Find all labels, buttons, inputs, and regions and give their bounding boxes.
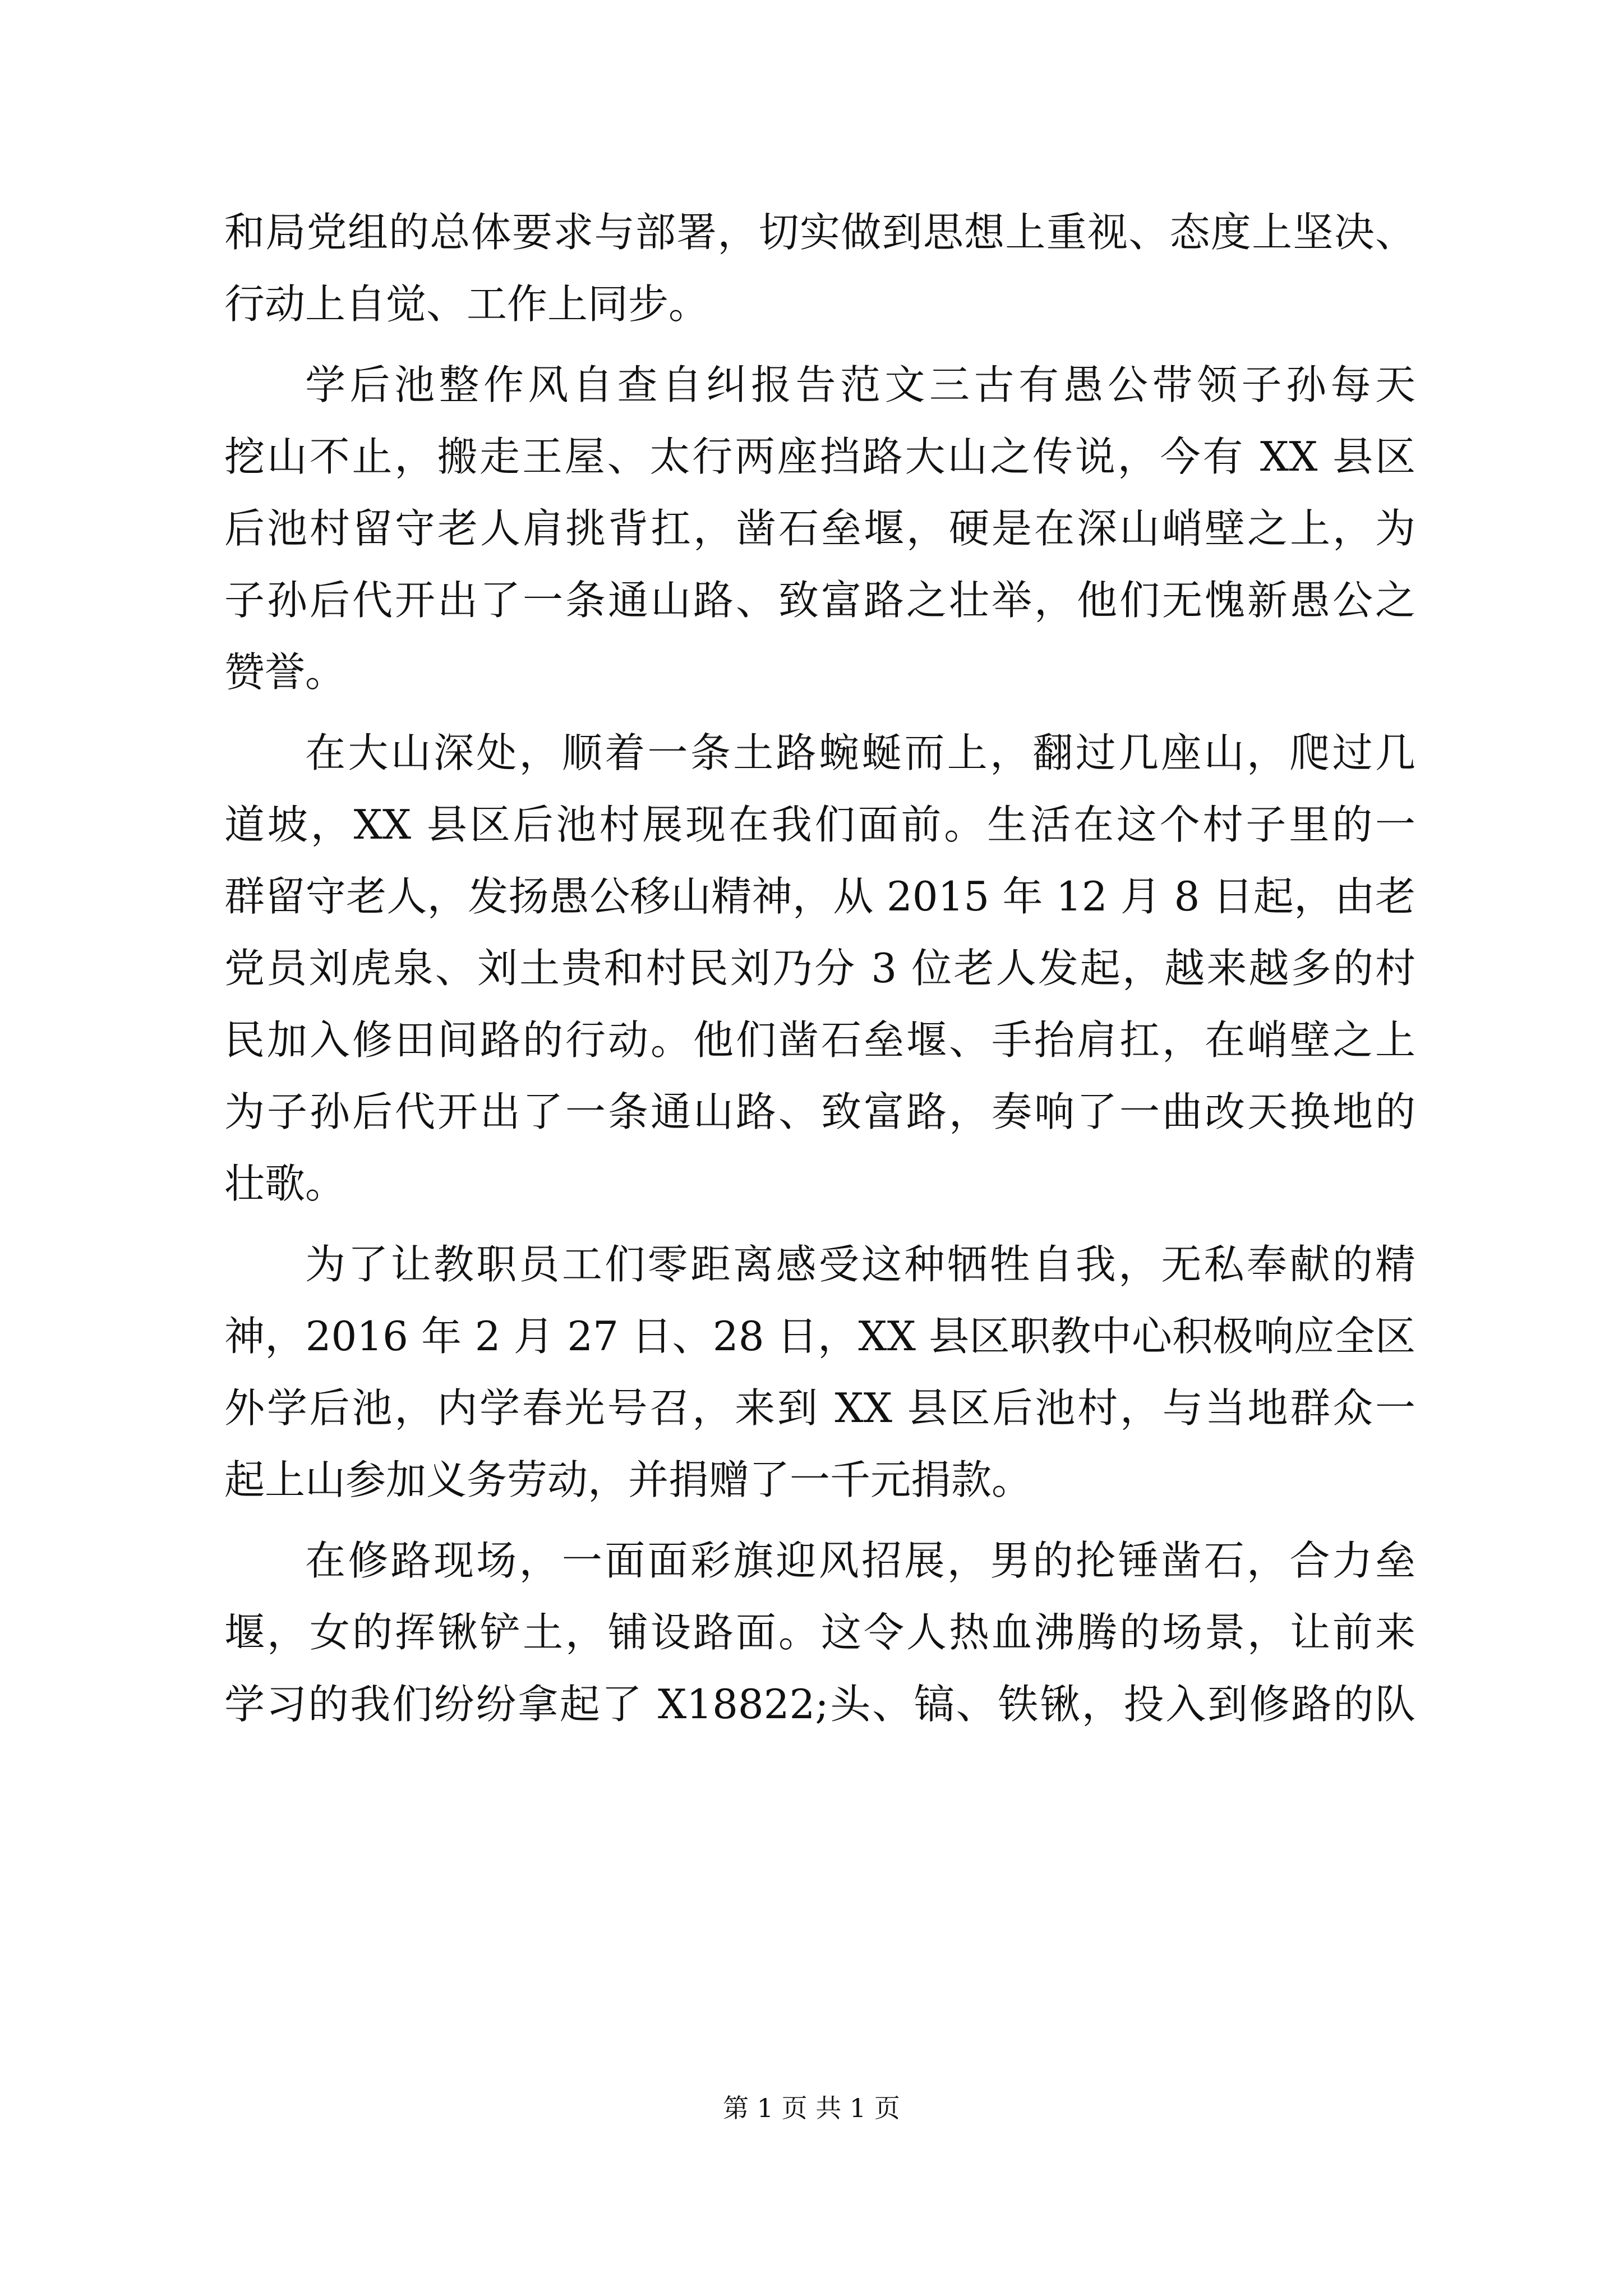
text-line: 起上山参加义务劳动，并捐赠了一千元捐款。 — [224, 1456, 1032, 1503]
text-line: 为子孙后代开出了一条通山路、致富路，奏响了一曲改天换地的 — [224, 1088, 1415, 1135]
text-line: 学习的我们纷纷拿起了 X18822;头、镐、铁锹，投入到修路的队 — [224, 1681, 1415, 1728]
text-line: 壮歌。 — [224, 1160, 346, 1207]
text-line: 和局党组的总体要求与部署，切实做到思想上重视、态度上坚决、 — [224, 209, 1415, 256]
text-line: 群留守老人，发扬愚公移山精神，从 2015 年 12 月 8 日起，由老 — [224, 873, 1415, 920]
text-line: 在修路现场，一面面彩旗迎风招展，男的抡锤凿石，合力垒 — [305, 1537, 1415, 1584]
text-line: 堰，女的挥锹铲土，铺设路面。这令人热血沸腾的场景，让前来 — [224, 1609, 1415, 1656]
text-line: 子孙后代开出了一条通山路、致富路之壮举，他们无愧新愚公之 — [224, 577, 1415, 624]
text-line: 赞誉。 — [224, 648, 346, 696]
text-line: 道坡，XX 县区后池村展现在我们面前。生活在这个村子里的一 — [224, 801, 1415, 848]
text-line: 挖山不止，搬走王屋、太行两座挡路大山之传说，今有 XX 县区 — [224, 433, 1415, 480]
page-footer: 第 1 页 共 1 页 — [723, 2093, 900, 2123]
text-line: 外学后池，内学春光号召，来到 XX 县区后池村，与当地群众一 — [224, 1384, 1415, 1432]
text-line: 行动上自觉、工作上同步。 — [224, 280, 709, 328]
text-line: 民加入修田间路的行动。他们凿石垒堰、手抬肩扛，在峭壁之上 — [224, 1016, 1415, 1064]
text-line: 神，2016 年 2 月 27 日、28 日，XX 县区职教中心积极响应全区 — [224, 1313, 1415, 1360]
text-line: 学后池整作风自查自纠报告范文三古有愚公带领子孙每天 — [305, 361, 1415, 408]
text-line: 在大山深处，顺着一条土路蜿蜒而上，翻过几座山，爬过几 — [305, 729, 1415, 776]
text-line: 党员刘虎泉、刘土贵和村民刘乃分 3 位老人发起，越来越多的村 — [224, 945, 1415, 992]
text-line: 为了让教职员工们零距离感受这种牺牲自我，无私奉献的精 — [305, 1241, 1415, 1288]
text-line: 后池村留守老人肩挑背扛，凿石垒堰，硬是在深山峭壁之上，为 — [224, 505, 1415, 552]
